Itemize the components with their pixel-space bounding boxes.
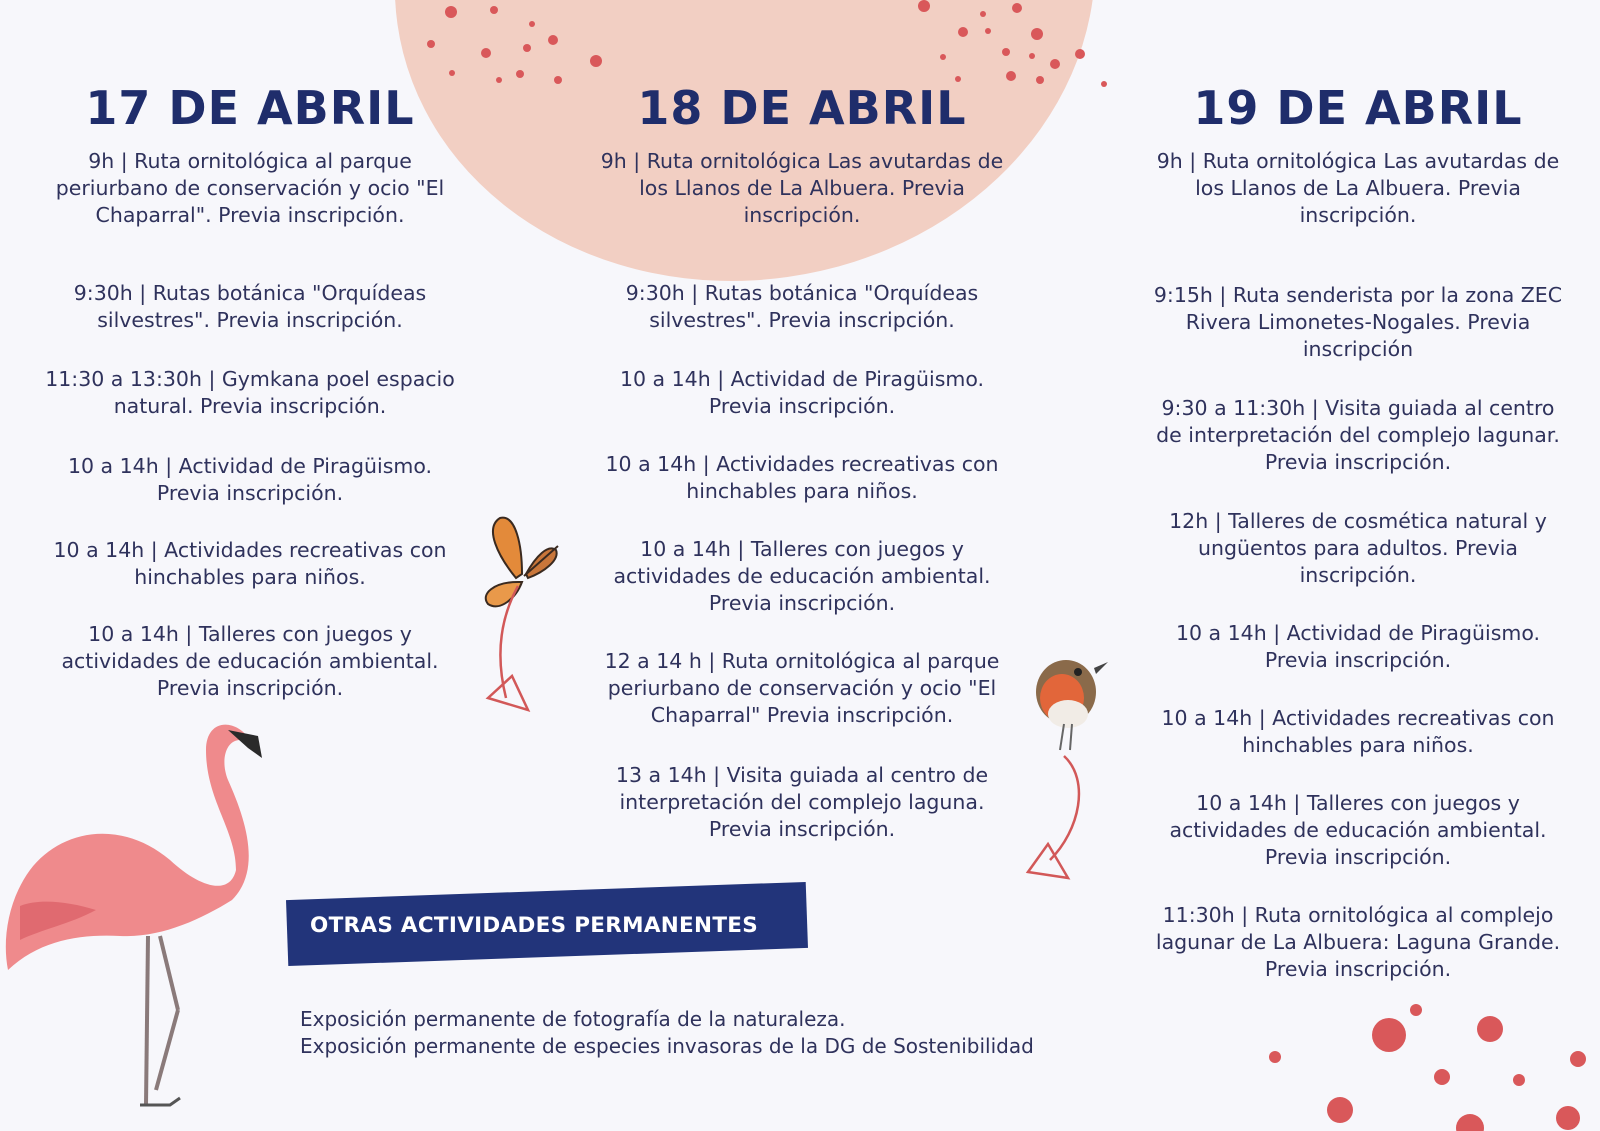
event-item: 10 a 14h | Actividades recreativas con hinchables para niños. [53,538,447,589]
event-item: 13 a 14h | Visita guiada al centro de interpretación del complejo laguna. Previa inscripción. [615,763,989,841]
day-title: 18 DE ABRIL [637,81,967,135]
flamingo-icon [0,710,280,1131]
event-item: 10 a 14h | Actividad de Piragüismo. Previa inscripción. [619,367,985,418]
day-column-17 [40,78,460,700]
permanent-activities-title: OTRAS ACTIVIDADES PERMANENTES [310,913,759,938]
event-item: 9:15h | Ruta senderista por la zona ZEC Rivera Limonetes-Nogales. Previa inscripción [1153,283,1563,361]
day-column-19 [1148,78,1568,981]
event-item: 10 a 14h | Actividad de Piragüismo. Previa inscripción. [1175,621,1541,672]
event-item: 9h | Ruta ornitológica Las avutardas de los Llanos de La Albuera. Previa inscripción. [600,149,1004,227]
event-item: 10 a 14h | Talleres con juegos y actividades de educación ambiental. Previa inscripción. [1169,791,1547,869]
robin-icon [1020,650,1130,900]
event-item: 12 a 14 h | Ruta ornitológica al parque periurbano de conservación y ocio "El Chaparral" Previa inscripción. [604,649,1000,727]
permanent-item: Exposición permanente de fotografía de la naturaleza. [300,1007,846,1031]
event-item: 9:30h | Rutas botánica "Orquídeas silvestres". Previa inscripción. [73,281,427,332]
event-item: 10 a 14h | Talleres con juegos y actividades de educación ambiental. Previa inscripción. [613,537,991,615]
event-item: 11:30 a 13:30h | Gymkana poel espacio natural. Previa inscripción. [45,367,455,418]
permanent-item: Exposición permanente de especies invasoras de la DG de Sostenibilidad [300,1034,1034,1058]
permanent-activities-list [300,1006,1034,1060]
event-item: 9:30h | Rutas botánica "Orquídeas silvestres". Previa inscripción. [625,281,979,332]
event-item: 11:30h | Ruta ornitológica al complejo lagunar de La Albuera: Laguna Grande. Previa inscripción. [1155,903,1561,981]
event-item: 10 a 14h | Actividades recreativas con hinchables para niños. [605,452,999,503]
event-item: 9h | Ruta ornitológica Las avutardas de los Llanos de La Albuera. Previa inscripción. [1156,149,1560,227]
day-title: 17 DE ABRIL [85,81,415,135]
event-item: 10 a 14h | Talleres con juegos y actividades de educación ambiental. Previa inscripción. [61,622,439,700]
event-item: 10 a 14h | Actividades recreativas con hinchables para niños. [1161,706,1555,757]
day-title: 19 DE ABRIL [1193,81,1523,135]
day-column-18 [592,78,1012,841]
event-item: 9:30 a 11:30h | Visita guiada al centro de interpretación del complejo lagunar. Previa inscripción. [1156,396,1560,474]
butterfly-icon [478,516,568,726]
event-item: 12h | Talleres de cosmética natural y ungüentos para adultos. Previa inscripción. [1169,509,1547,587]
event-item: 9h | Ruta ornitológica al parque periurbano de conservación y ocio "El Chaparral". Previa inscripción. [55,149,445,227]
event-item: 10 a 14h | Actividad de Piragüismo. Previa inscripción. [67,454,433,505]
